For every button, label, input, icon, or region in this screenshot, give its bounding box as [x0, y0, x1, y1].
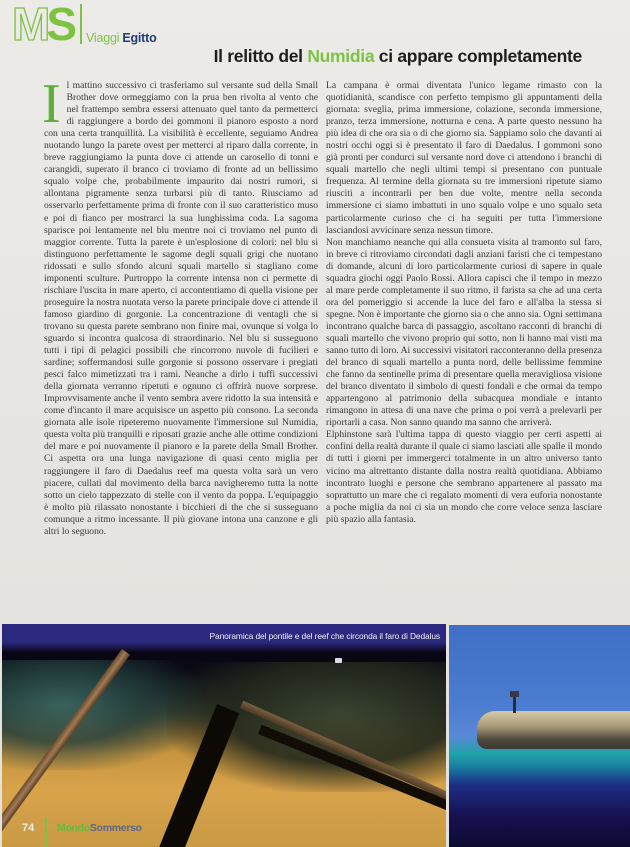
headline-accent: Numidia — [307, 46, 375, 66]
footer-brand-primary: Mondo — [57, 822, 90, 834]
lighthouse-top — [510, 691, 519, 697]
article-column-left — [42, 73, 318, 538]
article-paragraph: La campana è ormai diventata l'unico legame rimasto con la quotidianità, scandisce con perfetto tempismo gli appuntamenti della giornata: sveglia, prima immersione, colazione, seconda immersione, pranzo, terza immersione, notturna e cena. A parte questo nessuno ha più idea di che ora sia o di che giorno sia. Sappiamo solo che davanti ai nostri occhi oggi si è presentato il faro di Daedalus. I gommoni sono già pronti per condurci sul versante nord dove ci attendono i branchi di squali martello che negli ultimi tempi si presentano con puntuale frequenza. Al termine della giornata su tre immersioni ripetute siamo riusciti a incontrarli per ben due volte, mentre nella seconda immersione ci siamo imbattuti in uno squalo volpe e uno squalo seta particolarmente curioso che ci ha seguiti per tutta l'immersione lasciandosi avvicinare senza nessun timore. — [326, 80, 602, 236]
article-paragraph: Non manchiamo neanche qui alla consueta visita al tramonto sul faro, in breve ci ritroviamo circondati dagli anziani faristi che ci tempestano di domande, alcuni di loro particolarmente curiosi di sapere in quale squadra giochi oggi Paolo Rossi. Allora capisci che il tempo in mezzo al mare perde completamente il suo ritmo, il farista sa che ad una certa ora del pomeriggio si accende la luce del faro e all'alba la stessa si spegne. Non è importante che giorno sia o che anno sia. Ogni settimana incontrano qualche barca di passaggio, ascoltano racconti di branchi di squali martello che vivono proprio qui sotto, non li hanno mai visti ma sanno tutto di loro. Ai successivi visitatori racconteranno della presenza del branco di squali martello a punta nord, delle bellissime femmine che fanno da sentinelle prima di presentare quella meravigliosa visione del branco diventato il simbolo di questi fondali e che ormai da tempo appartengono al patrimonio della subacquea mondiale e intanto rimangono in attesa di una nave che prima o poi verrà a prelevarli per riportarli a casa. Non sanno quando ma sanno che arriverà. — [326, 236, 602, 429]
header-divider — [80, 4, 82, 44]
page-number: 74 — [22, 822, 35, 834]
article-paragraph: Elphinstone sarà l'ultima tappa di questo viaggio per certi aspetti ai confini della realtà durante il quale ci siamo lasciati alle spalle il mondo di tutti i giorni per immergerci totalmente in un altro universo tanto vicino ma altrettanto distante dalla nostra realtà quotidiana. Abbiamo incontrato luoghi e persone che sembrano appartenere al passato ma soprattutto un mare che ci regalato momenti di vera euforia nonostante a poche miglia da noi ci sia un mondo che corre veloce senza lasciare più spazio alla fantasia. — [326, 429, 602, 525]
pier-reef-photo — [2, 624, 446, 847]
article-paragraph: l mattino successivo ci trasferiamo sul versante sud della Small Brother dove ormeggiamo con la prua ben rivolta al vento che nel frattempo sembra essersi attenuato quel tanto da permetterci di raggiungere a bordo dei gommoni il pianoro esposto a nord con una certa tranquillità. La visibilità è eccellente, seguiamo Andrea nuotando lungo la parete ovest per metterci al riparo dalla corrente, in breve raggiungiamo la punta dove ci attende un carosello di tonni e carangidi, superato il branco ci troviamo di fronte ad un bellissimo squalo volpe che, probabilmente impaurito dai nostri rumori, si allontana pigramente senza turbarsi più di tanto. Riusciamo ad osservarlo perfettamente prima di fronte con il suo caratteristico muso e poi di fianco per mostrarci la sua lunghissima coda. La sagoma sparisce poi lentamente nel blu mentre noi ci troviamo nel punto di maggior corrente. Tutta la parete è un'esplosione di colori: nel blu si distinguono perfettamente le sagome degli squali grigi che nuotano ridossati e sullo sfondo alcuni squali martello si stagliano come imponenti sculture. Purtroppo la corrente intensa non ci permette di rischiare l'uscita in mare aperto, ci accontentiamo di quella visione per proseguire la nostra nuotata verso la parete principale dove ci attende il famoso giardino di gorgonie. La concentrazione di ventagli che si trovano su questa parete sembrano non finire mai, ovunque si volga lo sguardo si incontra qualcosa di straordinario. Nel blu si susseguono tutti i tipi di pelagici possibili che rincorrono nuvole di fucilieri e sardine; soffermandosi sulle gorgonie si possono osservare i pregiati pesci falco mimetizzati tra i rami. Neanche a dirlo i tuffi successivi della giornata verranno ripetuti e ognuno ci offrirà nuove sorprese. Improvvisamente anche il vento sembra avere ridotto la sua intensità e come d'incanto il mare acquisisce un aspetto più consono. La seconda giornata alle isole ripeteremo nuovamente l'immersione sul Numidia, questa volta più tranquilli e riposati grazie anche alle ottime condizioni del mare e poi nuovamente il pianoro e la parete della Small Brother. Ci aspetta ora una lunga navigazione di quasi cento miglia per raggiungere il faro di Daedalus reef ma questa volta sarà un vero piacere, cullati dal movimento della barca navigheremo tutta la notte sotto un cielo tappezzato di stelle con il vento da poppa. L'equipaggio è molto più rilassato nonostante i bicchieri di the che si susseguano comunque a ritmo incessante. Il più giovane intona una canzone e gli altri lo seguono. — [44, 80, 318, 537]
article-column-right — [326, 80, 602, 526]
footer-brand-secondary: Sommerso — [89, 822, 142, 834]
headline-part-2: ci appare completamente — [374, 46, 582, 66]
article-headline — [214, 46, 582, 67]
photo-caption: Panoramica del pontile e del reef che circonda il faro di Dedalus — [209, 631, 440, 641]
lighthouse-islet-photo — [449, 625, 630, 847]
logo-letter-m: M — [12, 0, 45, 50]
footer-brand — [57, 822, 142, 834]
magazine-logo — [12, 0, 78, 50]
rock-islet — [477, 711, 630, 749]
drop-cap: I — [42, 73, 61, 135]
headline-part-1: Il relitto del — [213, 46, 308, 66]
footer-divider — [45, 818, 47, 847]
section-label — [86, 31, 157, 45]
logo-letter-s: S — [46, 0, 78, 50]
section-primary: Viaggi — [86, 31, 120, 45]
distant-boat — [335, 658, 342, 663]
section-secondary: Egitto — [122, 31, 157, 45]
